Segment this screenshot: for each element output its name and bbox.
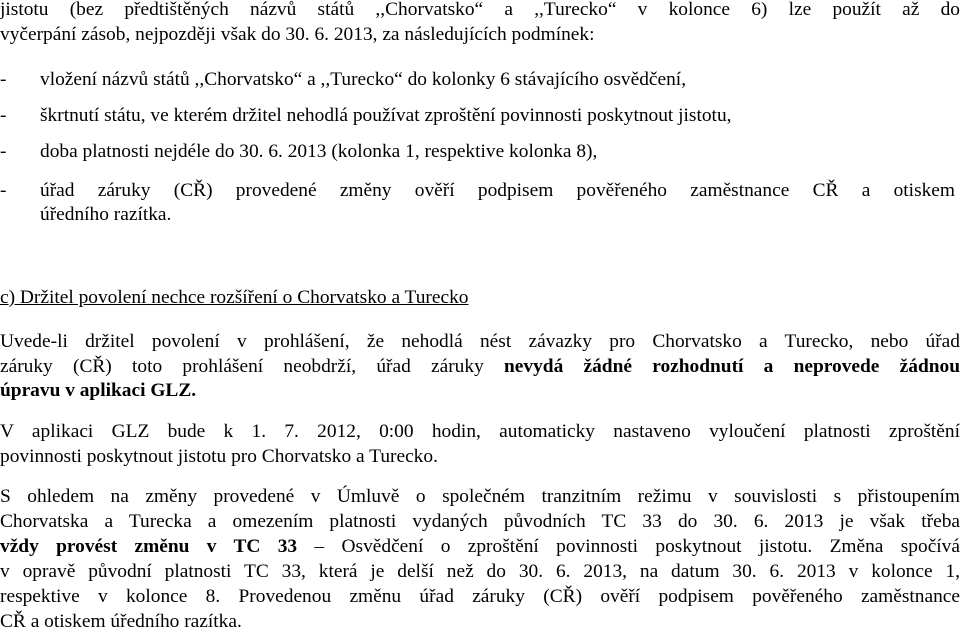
paragraph-3-line-4: v opravě původní platnosti TC 33, která je delší než do 30. 6. 2013, na datum 30. 6. 2013 v kolonce 1, — [0, 561, 960, 582]
paragraph-3-line-2: Chorvatska a Turecka a omezením platnosti vydaných původních TC 33 do 30. 6. 2013 je však třeba — [0, 511, 960, 532]
paragraph-2-line-2: povinnosti poskytnout jistotu pro Chorvatsko a Turecko. — [0, 446, 438, 467]
paragraph-3-line-1: S ohledem na změny provedené v Úmluvě o společném tranzitním režimu v souvislosti s přistoupením — [0, 486, 960, 507]
paragraph-1-text: záruky (CŘ) toto prohlášení neobdrží, úřad záruky — [0, 356, 504, 377]
paragraph-1-line-2 — [0, 355, 960, 379]
paragraph-3-line-5: respektive v kolonce 8. Provedenou změnu úřad záruky (CŘ) ověří podpisem pověřeného zaměstnance — [0, 586, 960, 607]
bullet-dash: - — [0, 180, 7, 201]
paragraph-3-bold: vždy provést změnu v TC 33 — [0, 536, 298, 557]
paragraph-2-line-1: V aplikaci GLZ bude k 1. 7. 2012, 0:00 hodin, automaticky nastaveno vyloučení platnosti zproštění — [0, 421, 960, 442]
paragraph-3-line-6: CŘ a otiskem úředního razítka. — [0, 611, 242, 632]
bullet-dash: - — [0, 105, 7, 126]
section-heading-text: c) Držitel povolení nechce rozšíření o Chorvatsko a Turecko — [0, 287, 469, 308]
bullet-dash: - — [0, 141, 7, 162]
paragraph-3-line-3 — [0, 535, 960, 559]
bullet-item-4-line-1: úřad záruky (CŘ) provedené změny ověří podpisem pověřeného zaměstnance CŘ a otiskem — [40, 180, 955, 201]
bullet-item-4-line-2: úředního razítka. — [40, 204, 172, 225]
intro-line-2: vyčerpání zásob, nejpozději však do 30. 6. 2013, za následujících podmínek: — [0, 24, 595, 45]
intro-line-1: jistotu (bez předtištěných názvů států ,,Chorvatsko“ a ,,Turecko“ v kolonce 6) lze použít až do — [0, 0, 960, 20]
paragraph-1-bold: nevydá žádné rozhodnutí a neprovede žádnou — [504, 356, 960, 377]
paragraph-1-bold-end: úpravu v aplikaci GLZ. — [0, 380, 197, 401]
bullet-item-1: vložení názvů států ,,Chorvatsko“ a ,,Turecko“ do kolonky 6 stávajícího osvědčení, — [40, 69, 687, 90]
bullet-dash: - — [0, 69, 7, 90]
paragraph-3-text: – Osvědčení o zproštění povinnosti poskytnout jistotu. Změna spočívá — [297, 536, 960, 557]
section-heading — [0, 286, 960, 310]
paragraph-1-line-3 — [0, 379, 960, 403]
bullet-item-2: škrtnutí státu, ve kterém držitel nehodlá používat zproštění povinnosti poskytnout jistotu, — [40, 105, 732, 126]
paragraph-1-line-1: Uvede-li držitel povolení v prohlášení, že nehodlá nést závazky pro Chorvatsko a Turecko, nebo úřad — [0, 331, 960, 352]
bullet-item-3: doba platnosti nejdéle do 30. 6. 2013 (kolonka 1, respektive kolonka 8), — [40, 141, 598, 162]
